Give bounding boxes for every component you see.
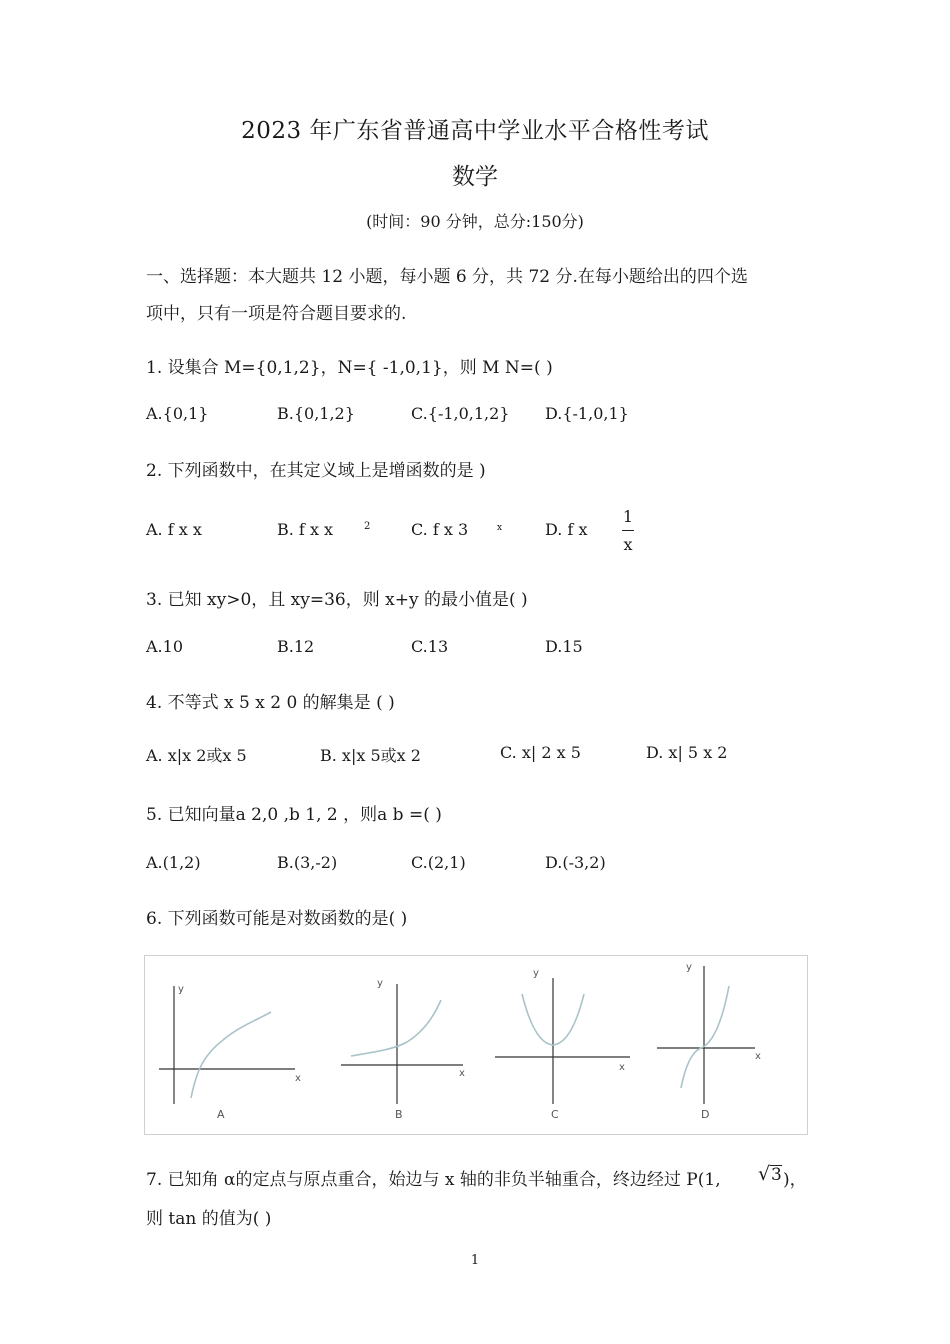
question-1-option-d: D.{-1,0,1}	[545, 404, 629, 423]
panel-b-label: B	[395, 1108, 403, 1121]
exam-title: 2023 年广东省普通高中学业水平合格性考试	[241, 118, 709, 144]
question-3-option-c: C.13	[411, 637, 449, 656]
question-2-option-d: D. f x	[545, 520, 588, 539]
exam-subject: 数学	[452, 164, 498, 190]
question-1-option-b: B.{0,1,2}	[277, 404, 355, 423]
panel-c-x-label: x	[619, 1062, 625, 1073]
question-3-option-b: B.12	[277, 637, 315, 656]
question-5-option-d: D.(-3,2)	[545, 853, 606, 872]
question-2-option-a: A. f x x	[146, 520, 202, 539]
question-5-option-a: A.(1,2)	[146, 853, 201, 872]
question-7-stem-line2: 则 tan 的值为( )	[146, 1209, 272, 1229]
question-1-option-c: C.{-1,0,1,2}	[411, 404, 510, 423]
panel-c-y-label: y	[533, 968, 539, 979]
question-1-option-a: A.{0,1}	[146, 404, 209, 423]
panel-b-x-label: x	[459, 1068, 465, 1079]
panel-a-label: A	[217, 1108, 225, 1121]
question-1-stem: 1. 设集合 M={0,1,2}，N={ -1,0,1}，则 M N=( )	[146, 358, 553, 378]
question-7-stem-line1-end: )，	[783, 1170, 807, 1190]
question-4-option-c: C. x| 2 x 5	[500, 743, 581, 762]
panel-d-x-label: x	[755, 1051, 761, 1062]
section-instructions-line2: 项中，只有一项是符合题目要求的.	[146, 304, 407, 324]
panel-a-x-label: x	[295, 1073, 301, 1084]
question-3-option-d: D.15	[545, 637, 583, 656]
sqrt-symbol: √	[758, 1163, 771, 1185]
question-7-sqrt-argument: 3	[771, 1165, 782, 1185]
question-3-option-a: A.10	[146, 637, 183, 656]
question-2-fraction-bar	[622, 530, 634, 531]
question-6-graph-figure	[144, 955, 808, 1135]
page-number: 1	[470, 1253, 480, 1268]
question-4-option-b: B. x|x 5或x 2	[320, 746, 421, 765]
panel-d-y-label: y	[686, 962, 692, 973]
question-6-stem: 6. 下列函数可能是对数函数的是( )	[146, 909, 408, 929]
panel-a-y-label: y	[178, 984, 184, 995]
panel-c-label: C	[551, 1108, 559, 1121]
question-4-stem: 4. 不等式 x 5 x 2 0 的解集是 ( )	[146, 693, 395, 713]
question-2-stem: 2. 下列函数中，在其定义域上是增函数的是 )	[146, 461, 486, 481]
question-5-option-c: C.(2,1)	[411, 853, 466, 872]
exam-time-info: (时间：90 分钟，总分:150分)	[366, 212, 584, 231]
question-2-option-b-exponent: 2	[364, 521, 371, 532]
question-2-fraction-numerator: 1	[622, 507, 634, 526]
question-2-option-c: C. f x 3	[411, 520, 469, 539]
question-7-stem-line1: 7. 已知角 α的定点与原点重合，始边与 x 轴的非负半轴重合，终边经过 P(1,	[146, 1170, 721, 1190]
panel-a-curve	[191, 1012, 271, 1098]
question-2-fraction-denominator: x	[623, 535, 633, 554]
question-2-option-b: B. f x x	[277, 520, 334, 539]
question-2-option-c-exponent: x	[497, 523, 503, 533]
panel-d-label: D	[701, 1108, 710, 1121]
question-4-option-a: A. x|x 2或x 5	[146, 746, 247, 765]
panel-b-y-label: y	[377, 978, 383, 989]
question-5-stem: 5. 已知向量a 2,0 ,b 1, 2 ，则a b =( )	[146, 805, 442, 825]
panel-d-curve	[681, 986, 729, 1088]
section-instructions-line1: 一、选择题：本大题共 12 小题，每小题 6 分，共 72 分.在每小题给出的四个选	[146, 267, 748, 287]
panel-b-curve	[351, 1000, 441, 1056]
question-3-stem: 3. 已知 xy>0，且 xy=36，则 x+y 的最小值是( )	[146, 590, 528, 610]
question-5-option-b: B.(3,-2)	[277, 853, 338, 872]
question-4-option-d: D. x| 5 x 2	[646, 743, 728, 762]
